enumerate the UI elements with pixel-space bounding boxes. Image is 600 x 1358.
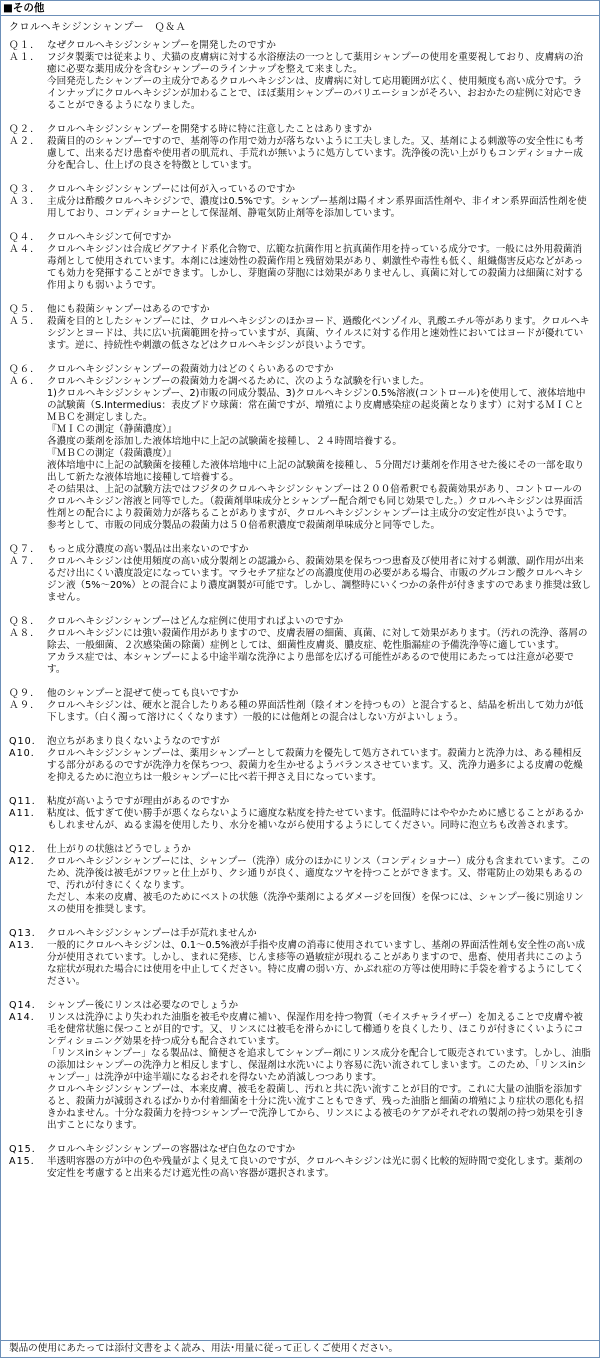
answer-paragraph: 殺菌を目的としたシャンプーには、クロルヘキシジンのほかヨード、過酸化ベンゾイル、乳酸エチル等があります。クロルヘキシジンとヨードは、共に広い抗菌範囲を持っていますが、真菌、ウイルスに対する作用と速効性においてはヨードが優れています。逆に、持続性や刺激の低さなどはクロルヘキシジンが良いようです。	[47, 316, 590, 351]
answer-text	[47, 628, 591, 676]
answer-text	[47, 244, 591, 292]
question-number: Ｑ６．	[9, 364, 41, 375]
answer-row	[9, 808, 591, 832]
question-row	[9, 124, 591, 136]
question-row	[9, 928, 591, 940]
qa-list	[1, 34, 599, 1180]
question-row	[9, 736, 591, 748]
question-row	[9, 1000, 591, 1012]
qa-item	[9, 1000, 591, 1132]
answer-text	[47, 316, 591, 352]
answer-row	[9, 748, 591, 784]
answer-row	[9, 856, 591, 916]
answer-paragraph: フジタ製薬では従来より、犬猫の皮膚病に対する水浴療法の一つとして薬用シャンプーの使用を重要視しており、皮膚病の治癒に必要な薬用成分を含むシャンプーのラインナップを整えて来ました。	[47, 52, 584, 75]
question-text: 仕上がりの状態はどうでしょうか	[47, 844, 191, 855]
question-number: Ｑ５．	[9, 304, 41, 315]
answer-text	[47, 556, 591, 604]
qa-item	[9, 844, 591, 916]
answer-paragraph: クロルヘキシジンは合成ビグアナイド系化合物で、広範な抗菌作用と抗真菌作用を持っている成分です。一般には外用殺菌消毒剤として使用されています。本剤には速効性の殺菌作用と残留効果があり、刺激性や毒性も低く、組織傷害反応などがあっても効力を発揮することができます。しかし、芽胞菌の芽胞には効果がありませんし、真菌に対しての殺菌力は細菌に対する作用よりも弱いようです。	[47, 244, 584, 291]
answer-paragraph: クロルヘキシジンには強い殺菌作用がありますので、皮膚表層の細菌、真菌、に対して効果があります。（汚れの洗浄、落屑の除去、一般細菌、２次感染菌の除菌）症例としては、細菌性皮膚炎、膿皮症、乾性脂漏症の予備洗浄等に適しています。	[47, 628, 588, 651]
answer-paragraph: クロルヘキシジンは使用頻度の高い成分製剤との認識から、殺菌効果を保ちつつ患畜及び使用者に対する刺激、副作用が出来るだけ出にくい濃度設定になっています。マラセチア症などの高濃度使用の必要がある場合、市販のグルコン酸クロルヘキシジン液（5%～20%）との混合により濃度調製が可能です。しかし、調整時にいくつかの条件が付きますのであまり推奨は致しません。	[47, 556, 592, 603]
answer-number: A11．	[9, 808, 42, 819]
answer-number: Ａ６．	[9, 376, 41, 387]
question-text: クロルヘキシジンシャンプーの殺菌効力はどのくらいあるのですか	[47, 364, 334, 375]
question-number: Ｑ８．	[9, 616, 41, 627]
answer-paragraph: 各濃度の薬剤を添加した液体培地中に上記の試験菌を接種し、２４時間培養する。	[47, 436, 402, 447]
section-header: ■その他	[1, 1, 599, 16]
answer-paragraph: クロルヘキシジンシャンプーには、シャンプー（洗浄）成分のほかにリンス（コンディショナー）成分も含まれています。このため、洗浄後は被毛がフワッと仕上がり、クシ通りが良く、適度なツヤを持つことができます。又、帯電防止の効果もあるので、汚れが付きにくくなります。	[47, 856, 591, 891]
qa-item	[9, 184, 591, 220]
answer-row	[9, 1012, 591, 1132]
question-text: もっと成分濃度の高い製品は出来ないのですか	[47, 544, 249, 555]
answer-number: Ａ３．	[9, 196, 41, 207]
question-row	[9, 40, 591, 52]
qa-item	[9, 544, 591, 604]
answer-text	[47, 700, 591, 724]
answer-text	[47, 1156, 591, 1180]
answer-text	[47, 136, 591, 172]
question-number: Q10．	[9, 736, 43, 747]
answer-number: Ａ１．	[9, 52, 41, 63]
answer-row	[9, 52, 591, 112]
answer-paragraph: クロルヘキシジンシャンプーは、薬用シャンプーとして殺菌力を優先して処方されています。殺菌力と洗浄力は、ある種相反する部分があるのですが洗浄力を保ちつつ、殺菌力を生かせるようバランスさせています。又、洗浄力過多による皮膚の乾燥を抑えるために泡立ちは一般シャンプーに比べ若干押さえ目になっています。	[47, 748, 583, 783]
answer-number: Ａ８．	[9, 628, 41, 639]
question-number: Ｑ３．	[9, 184, 41, 195]
qa-item	[9, 616, 591, 676]
question-number: Q11．	[9, 796, 43, 807]
question-row	[9, 184, 591, 196]
answer-row	[9, 940, 591, 988]
question-text: シャンプー後にリンスは必要なのでしょうか	[47, 1000, 239, 1011]
answer-paragraph: 1)クロルヘキシジンシャンプー、2)市販の同成分製品、3)クロルヘキシジン0.5%溶液(コントロール)を使用して、液体培地中の試験菌（S.Intermedius：表皮ブドウ球菌：常在菌ですが、増殖により皮膚感染症の起炎菌となります）に対するＭＩＣとＭＢＣを測定しました。	[47, 388, 586, 423]
question-text: 他にも殺菌シャンプーはあるのですか	[47, 304, 210, 315]
answer-paragraph: ただし、本来の皮膚、被毛のためにベストの状態（洗浄や薬剤によるダメージを回復）を保つには、シャンプー後に別途リンスの使用を推奨します。	[47, 892, 584, 915]
answer-paragraph: クロルヘキシジンは、硬水と混合したりある種の界面活性剤（陰イオンを持つもの）と混合すると、結晶を析出して効力が低下します。（白く濁って溶けにくくなります）一般的には他剤との混合はしない方がよいしょう。	[47, 700, 584, 723]
answer-number: A13．	[9, 940, 42, 951]
question-row	[9, 304, 591, 316]
answer-text	[47, 376, 591, 532]
answer-paragraph: 半透明容器の方が中の色や残量がよく見えて良いのですが、クロルヘキシジンは光に弱く比較的短時間で変化します。薬剤の安定性を考慮すると出来るだけ遮光性の高い容器が選択されます。	[47, 1156, 583, 1179]
answer-text	[47, 748, 591, 784]
question-number: Q12．	[9, 844, 43, 855]
answer-paragraph: 一般的にクロルヘキシジンは、0.1～0.5%液が手指や皮膚の消毒に使用されていますし、基剤の界面活性剤も安全性の高い成分が使用されています。しかし、まれに発疹、じんま疹等の過敏症が現れることがありますので、患畜、使用者共にこのような症状が現れた場合には使用を中止してください。特に皮膚の弱い方、かぶれ症の方等は使用時に手袋を着するようにしてください。	[47, 940, 585, 987]
answer-number: A12．	[9, 856, 42, 867]
question-row	[9, 1144, 591, 1156]
qa-item	[9, 124, 591, 172]
qa-item	[9, 40, 591, 112]
answer-row	[9, 376, 591, 532]
question-number: Ｑ７．	[9, 544, 41, 555]
qa-item	[9, 304, 591, 352]
qa-item	[9, 736, 591, 784]
answer-paragraph: 参考として、市販の同成分製品の殺菌力は５０倍希釈濃度で殺菌剤単味成分と同等でした。	[47, 520, 441, 531]
question-row	[9, 232, 591, 244]
question-row	[9, 688, 591, 700]
answer-paragraph: リンスは洗浄により失われた油脂を被毛や皮膚に補い、保湿作用を持つ物質（モイスチャライザー）を加えることで皮膚や被毛を健常状態に保つことが目的です。又、リンスには被毛を滑らかにして櫛通りを良くしたり、ほこりが付きにくいようにコンディショニング効果を持つ成分も配合されています。	[47, 1012, 584, 1047]
question-row	[9, 844, 591, 856]
answer-paragraph: 今回発売したシャンプーの主成分であるクロルヘキシジンは、皮膚病に対して応用範囲が広く、使用頻度も高い成分です。ラインナップにクロルヘキシジンが加わることで、ほぼ薬用シャンプーのバリエーションがそろい、おおかたの症例に対応できることができるようになりました。	[47, 76, 583, 111]
question-text: クロルヘキシジンシャンプーは手が荒れませんか	[47, 928, 257, 939]
answer-number: Ａ９．	[9, 700, 41, 711]
question-row	[9, 616, 591, 628]
qa-item	[9, 1144, 591, 1180]
answer-number: Ａ２．	[9, 136, 41, 147]
answer-row	[9, 196, 591, 220]
question-number: Q13．	[9, 928, 43, 939]
question-text: 粘度が高いようですが理由があるのですか	[47, 796, 230, 807]
qa-item	[9, 688, 591, 724]
question-number: Q14．	[9, 1000, 43, 1011]
answer-paragraph: クロルヘキシジンシャンプーは、本来皮膚、被毛を殺菌し、汚れと共に洗い流すことが目的です。これに大量の油脂を添加すると、殺菌力が減弱されるばかりか付着細菌を十分に洗い流すこともできず、残った油脂と細菌の増殖により症状の悪化も招きかねません。十分な殺菌力を持つシャンプーで洗浄してから、リンスによる被毛のケアがそれぞれの製剤の持つ効果を引き出すことになります。	[47, 1084, 585, 1131]
qa-item	[9, 928, 591, 988]
answer-number: Ａ７．	[9, 556, 41, 567]
question-row	[9, 364, 591, 376]
answer-text	[47, 940, 591, 988]
question-row	[9, 796, 591, 808]
answer-paragraph: その結果は、上記の試験方法ではフジタのクロルヘキシジンシャンプーは２００倍希釈でも殺菌効果があり、コントロールのクロルヘキシジン溶液と同等でした。（殺菌剤単味成分とシャンプー配合剤でも同じ効果でした。）クロルヘキシジンは界面活性剤との配合により殺菌効力が落ちることがありますが、クロルヘキシジンシャンプーは主成分の安定性が良いようです。	[47, 484, 583, 519]
answer-paragraph: クロルヘキシジンシャンプーの殺菌効力を調べるために、次のような試験を行いました。	[47, 376, 430, 387]
answer-text	[47, 196, 591, 220]
answer-row	[9, 244, 591, 292]
answer-text	[47, 52, 591, 112]
answer-text	[47, 856, 591, 916]
question-text: クロルヘキシジンて何ですか	[47, 232, 172, 243]
question-number: Ｑ１．	[9, 40, 41, 51]
answer-paragraph: 「リンスinシャンプー」なる製品は、簡便さを追求してシャンプー剤にリンス成分を配合して販売されています。しかし、油脂の添加はシャンプーの洗浄力と相反しますし、保湿剤は水洗いにより容易に洗い流されてしまいます。このため、「リンスinシャンプー」は洗浄が中途半端になるおそれを得ないため消滅しつつあります。	[47, 1048, 591, 1083]
answer-number: Ａ５．	[9, 316, 41, 327]
answer-row	[9, 628, 591, 676]
answer-text	[47, 1012, 591, 1132]
answer-paragraph: 『ＭＢＣの測定（殺菌濃度）』	[47, 448, 177, 459]
qa-item	[9, 232, 591, 292]
answer-paragraph: 粘度は、低すぎて使い勝手が悪くならないように適度な粘度を持たせています。低温時にはややかために感じることがあるかもしれませんが、ぬるま湯を使用したり、水分を補いながら使用するようにしてください。同時に泡立ちも改善されます。	[47, 808, 584, 831]
answer-row	[9, 556, 591, 604]
question-text: なぜクロルヘキシジンシャンプーを開発したのですか	[47, 40, 276, 51]
answer-number: Ａ４．	[9, 244, 41, 255]
answer-paragraph: 主成分は酢酸クロルヘキシジンで、濃度は0.5%です。シャンプー基剤は陽イオン系界面活性剤や、非イオン系界面活性剤を使用しており、コンディショナーとして保湿剤、静電気防止剤等を添加しています。	[47, 196, 587, 219]
question-row	[9, 544, 591, 556]
question-text: クロルヘキシジンシャンプーはどんな症例に使用すればよいのですか	[47, 616, 344, 627]
answer-row	[9, 136, 591, 172]
answer-paragraph: 液体培地中に上記の試験菌を接種した液体培地中に上記の試験菌を接種し、５分間だけ薬剤を作用させた後にその一部を取り出して新たな液体培地に接種して培養する。	[47, 460, 585, 483]
question-number: Q15．	[9, 1144, 43, 1155]
answer-paragraph: アカラス症では、本シャンプーによる中途半端な洗浄により患部を広げる可能性があるので使用にあたっては注意が必要です。	[47, 652, 574, 675]
footer-note: 製品の使用にあたっては添付文書をよく読み、用法･用量に従って正しくご使用ください。	[1, 1340, 599, 1357]
question-number: Ｑ２．	[9, 124, 41, 135]
answer-paragraph: 殺菌目的のシャンプーですので、基剤等の作用で効力が落ちないように工夫しました。又、基剤による刺激等の安全性にも考慮して、出来るだけ患畜や使用者の肌荒れ、手荒れが無いように処方しています。洗浄後の洗い上がりもコンディショナー成分を配合し、仕上げの良さを特徴としています。	[47, 136, 584, 171]
answer-number: A10．	[9, 748, 42, 759]
qa-item	[9, 796, 591, 832]
answer-number: A14．	[9, 1012, 42, 1023]
question-text: クロルヘキシジンシャンプーを開発する時に特に注意したことはありますか	[47, 124, 372, 135]
question-text: 泡立ちがあまり良くないようなのですが	[47, 736, 220, 747]
answer-number: A15．	[9, 1156, 42, 1167]
question-text: クロルヘキシジンシャンプーには何が入っているのですか	[47, 184, 296, 195]
answer-row	[9, 316, 591, 352]
question-number: Ｑ４．	[9, 232, 41, 243]
answer-text	[47, 808, 591, 832]
answer-row	[9, 700, 591, 724]
answer-paragraph: 『ＭＩＣの測定（静菌濃度）』	[47, 424, 177, 435]
question-text: クロルヘキシジンシャンプーの容器はなぜ白色なのですか	[47, 1144, 296, 1155]
question-number: Ｑ９．	[9, 688, 41, 699]
document-title: クロルヘキシジンシャンプー Ｑ＆Ａ	[9, 22, 187, 33]
qa-item	[9, 364, 591, 532]
answer-row	[9, 1156, 591, 1180]
question-text: 他のシャンプーと混ぜて使っても良いですか	[47, 688, 239, 699]
